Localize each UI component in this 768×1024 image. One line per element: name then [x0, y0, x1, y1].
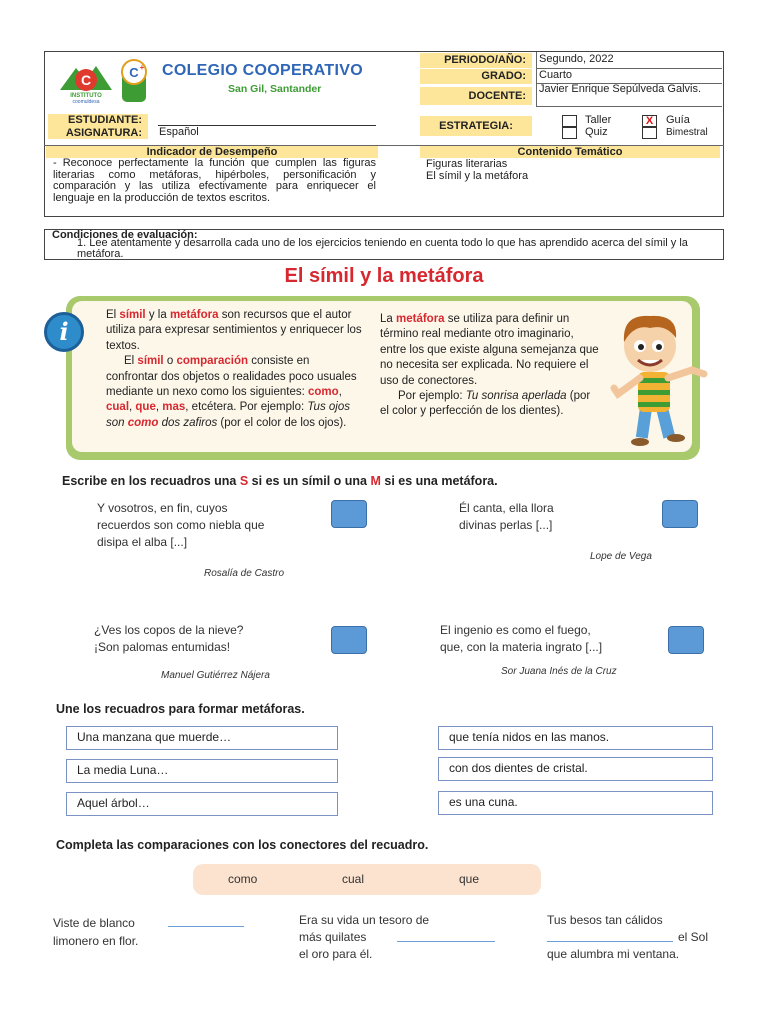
- connector-cual: cual: [106, 401, 130, 414]
- connector-como: como: [308, 386, 339, 399]
- match-left-1[interactable]: Una manzana que muerde…: [66, 726, 338, 750]
- author-gutierrez: Manuel Gutiérrez Nájera: [161, 670, 270, 681]
- boy-illustration: [600, 304, 712, 448]
- metafora-explanation: La metáfora se utiliza para definir un término real mediante otro imaginario, entre los que existe alguna semejanza que no necesita ser explicada. No requiere el uso de conectores. Por ejemplo: Tu sonrisa aperlada (por el color y perfección de los dientes).: [380, 313, 599, 418]
- match-right-3[interactable]: es una cuna.: [438, 791, 713, 815]
- label-bimestral: Bimestral: [666, 127, 708, 138]
- school-city: San Gil, Santander: [228, 83, 322, 95]
- label-asignatura: ASIGNATURA:: [48, 127, 148, 139]
- blank-2[interactable]: [397, 941, 495, 942]
- label-guia: Guía: [666, 114, 690, 126]
- instituto-logo: [60, 60, 112, 104]
- checkbox-taller[interactable]: [562, 115, 577, 127]
- svg-text:+: +: [139, 63, 145, 72]
- connector-como: como: [127, 416, 159, 429]
- term-metafora: metáfora: [396, 313, 445, 325]
- sentence-1: Viste de blanco limonero en flor.: [53, 916, 139, 948]
- checkbox-quiz[interactable]: [562, 127, 577, 139]
- term-simil: símil: [119, 309, 146, 321]
- value-grado: Cuarto: [539, 69, 573, 81]
- exercise2-instruction: Une los recuadros para formar metáforas.: [56, 702, 305, 716]
- author-sor-juana: Sor Juana Inés de la Cruz: [501, 666, 617, 677]
- answer-box-4[interactable]: [668, 626, 704, 654]
- match-left-2[interactable]: La media Luna…: [66, 759, 338, 783]
- sentence-3: Tus besos tan cálidos el Sol que alumbra mi ventana.: [547, 913, 709, 961]
- connector-word: cual: [342, 872, 365, 886]
- value-docente: Javier Enrique Sepúlveda Galvis.: [539, 83, 702, 95]
- blank-1[interactable]: [168, 926, 244, 927]
- sentence-2: Era su vida un tesoro de más quilates el oro para él.: [299, 913, 430, 961]
- cooperativo-logo: [116, 58, 152, 104]
- term-simil: símil: [137, 355, 164, 368]
- term-metafora: metáfora: [169, 309, 219, 321]
- content-text: [426, 158, 706, 182]
- info-icon: i: [44, 312, 84, 352]
- quote-gutierrez: ¿Ves los copos de la nieve? ¡Son palomas entumidas!: [94, 623, 244, 654]
- value-periodo: Segundo, 2022: [539, 53, 614, 65]
- quote-rosalia: Y vosotros, en fin, cuyos recuerdos son como niebla que disipa el alba [...]: [97, 501, 265, 549]
- match-right-1[interactable]: que tenía nidos en las manos.: [438, 726, 713, 750]
- divider: [536, 106, 722, 107]
- page-title: El símil y la metáfora: [284, 265, 484, 287]
- svg-text:C: C: [80, 72, 92, 88]
- school-name: COLEGIO COOPERATIVO: [162, 62, 363, 79]
- label-taller: Taller: [585, 114, 612, 126]
- connector-word: que: [459, 872, 480, 886]
- logo-text: INSTITUTO: [70, 93, 102, 99]
- answer-box-3[interactable]: [331, 626, 367, 654]
- conditions-title: Condiciones de evaluación:: [52, 229, 198, 241]
- divider: [536, 52, 537, 106]
- content-line: Figuras literarias: [426, 158, 508, 170]
- answer-box-1[interactable]: [331, 500, 367, 528]
- label-docente: DOCENTE:: [420, 87, 532, 105]
- term-comparacion: comparación: [176, 355, 249, 368]
- checkbox-guia[interactable]: X: [642, 115, 657, 127]
- exercise1-instruction: Escribe en los recuadros una S si es un símil o una M si es una metáfora.: [62, 474, 498, 488]
- simil-explanation: El símil y la metáfora son recursos que el autor utiliza para expresar sentimientos y enriquecer los textos. El símil o comparación consiste en confrontar dos objetos o realidades poco usuales mediante un nexo como los siguientes: como, cual, que, mas, etcétera. Por ejemplo: Tus ojos son como dos zafiros (por el color de los ojos).: [106, 309, 362, 429]
- author-rosalia: Rosalía de Castro: [204, 568, 285, 579]
- blank-3[interactable]: [547, 941, 673, 942]
- value-asignatura: Español: [159, 126, 199, 138]
- exercise3-instruction: Completa las comparaciones con los conectores del recuadro.: [56, 838, 429, 852]
- label-grado: GRADO:: [420, 69, 532, 84]
- svg-text:C: C: [129, 65, 139, 80]
- label-periodo: PERIODO/AÑO:: [420, 53, 532, 68]
- conditions-item: 1. Lee atentamente y desarrolla cada uno de los ejercicios teniendo en cuenta todo lo que has aprendido acerca del símil y la metáfora.: [77, 237, 688, 260]
- content-title: Contenido Temático: [420, 146, 720, 158]
- quote-lope: Él canta, ella llora divinas perlas [...]: [459, 501, 554, 532]
- connector-mas: mas: [162, 401, 186, 414]
- logo-subtext: coomuldesa: [72, 99, 100, 104]
- author-lope: Lope de Vega: [590, 551, 652, 562]
- checkbox-bimestral[interactable]: [642, 127, 657, 139]
- label-quiz: Quiz: [585, 126, 608, 138]
- match-right-2[interactable]: con dos dientes de cristal.: [438, 757, 713, 781]
- connector-que: que: [135, 401, 156, 414]
- indicator-text: - Reconoce perfectamente la función que cumplen las figuras literarias como metáforas, hipérboles, personificación y comparación y las utiliza efectivamente para enriquecer el lenguaje en la producción de textos escritos.: [53, 157, 376, 204]
- answer-box-2[interactable]: [662, 500, 698, 528]
- indicator-title: Indicador de Desempeño: [46, 146, 378, 158]
- quote-sor-juana: El ingenio es como el fuego, que, con la materia ingrato [...]: [440, 623, 603, 654]
- match-left-3[interactable]: Aquel árbol…: [66, 792, 338, 816]
- connector-word: como: [228, 872, 258, 886]
- label-estudiante: ESTUDIANTE:: [48, 114, 148, 127]
- label-estrategia: ESTRATEGIA:: [420, 116, 532, 136]
- content-line: El símil y la metáfora: [426, 170, 529, 182]
